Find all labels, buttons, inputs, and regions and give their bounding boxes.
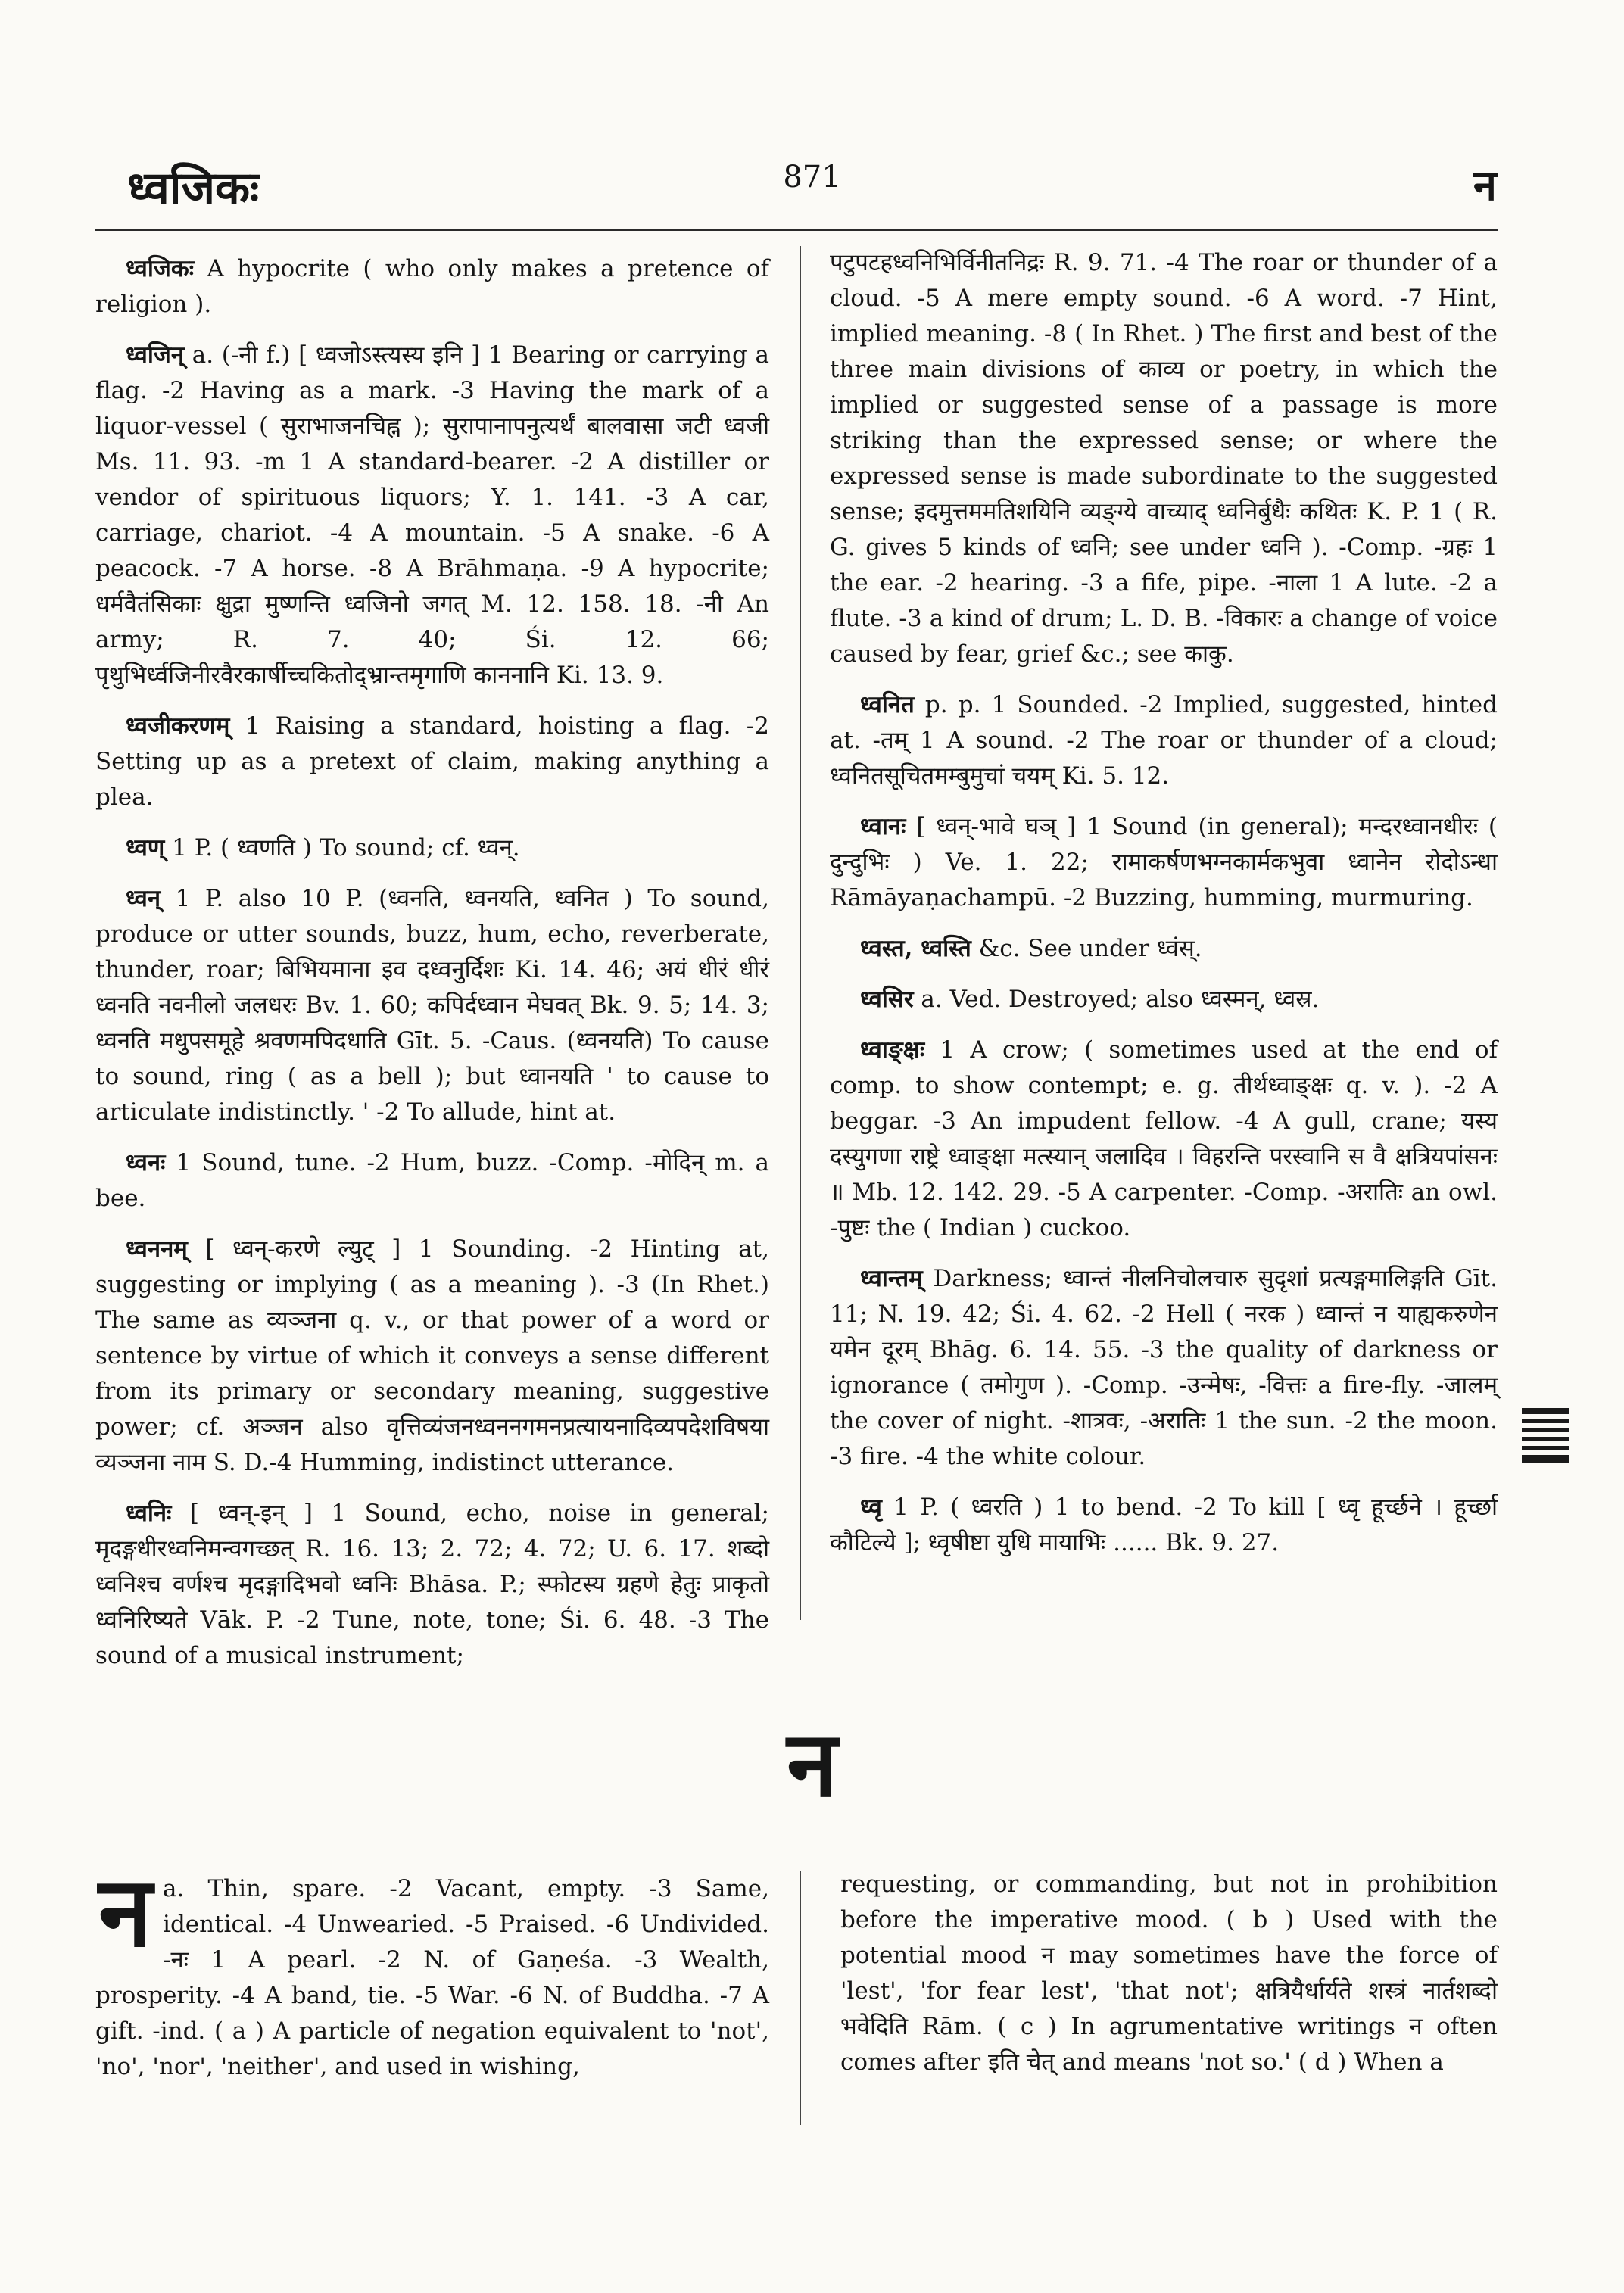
entry-text: A hypocrite ( who only makes a pretence of religion ). [95, 255, 769, 318]
headword: ध्वन् [126, 885, 161, 912]
entry-text: 1 P. also 10 P. (ध्वनति, ध्वनयति, ध्वनित ) To sound, produce or utter sounds, buzz, hum, echo, reverberate, thunder, roar; बिभियमाना इव दध्वनुर्दिशः Ki. 14. 46; अयं धीरं धीरं ध्वनति नवनीलो जलधरः Bv. 1. 60; कपिर्दध्वान मेघवत् Bk. 9. 5; 14. 3; ध्वनति मधुपसमूहे श्रवणमपिदधाति Gīt. 5. -Caus. (ध्वनयति) To cause to sound, ring ( as a bell ); but ध्वानयति ' to cause to articulate indistinctly. ' -2 To allude, hint at. [95, 885, 769, 1126]
entry-text: a. Thin, spare. -2 Vacant, empty. -3 Same, identical. -4 Unwearied. -5 Praised. -6 Undivided. -नः 1 A pearl. -2 N. of Gaṇeśa. -3 Wealth, prosperity. -4 A band, tie. -5 War. -6 N. of Buddha. -7 A gift. -ind. ( a ) A particle of negation equivalent to 'not', 'no', 'nor', 'neither', and used in wishing, [95, 1875, 769, 2080]
dictionary-entry [95, 251, 769, 322]
entry-text: 1 Sound, tune. -2 Hum, buzz. -Comp. -मोदिन् m. a bee. [95, 1149, 769, 1212]
headword: ध्वसिर [860, 986, 914, 1013]
dictionary-entry [95, 830, 769, 866]
section-letter-heading: न [787, 1711, 837, 1818]
dictionary-entry [95, 1496, 769, 1674]
entry-text: p. p. 1 Sounded. -2 Implied, suggested, hinted at. -तम् 1 A sound. -2 The roar or thunder of a cloud; ध्वनितसूचितमम्बुमुचां चयम् Ki. 5. 12. [830, 691, 1498, 790]
entry-text: पटुपटहध्वनिभिर्विनीतनिद्रः R. 9. 71. -4 The roar or thunder of a cloud. -5 A mere empty sound. -6 A word. -7 Hint, implied meaning. -8 ( In Rhet. ) The first and best of the three main divisions of काव्य or poetry, in which the implied or suggested sense of a passage is more striking than the expressed sense; or where the expressed sense is made subordinate to the suggested sense; इदमुत्तममतिशयिनि व्यङ्ग्ये वाच्याद् ध्वनिर्बुधैः कथितः K. P. 1 ( R. G. gives 5 kinds of ध्वनि; see under ध्वनि ). -Comp. -ग्रहः 1 the ear. -2 hearing. -3 a fife, pipe. -नाला 1 A lute. -2 a flute. -3 a kind of drum; L. D. B. -विकारः a change of voice caused by fear, grief &c.; see काकु. [830, 249, 1498, 668]
header-rule [95, 229, 1498, 231]
dictionary-entry [830, 1490, 1498, 1561]
headword: ध्वनित [860, 691, 915, 718]
dictionary-entry [830, 809, 1498, 916]
dictionary-entry [830, 687, 1498, 794]
bottom-left-column [95, 1855, 769, 2085]
dictionary-entry [95, 1145, 769, 1217]
dictionary-entry [95, 1855, 769, 2085]
drop-cap-letter: न [98, 1855, 153, 1969]
thumb-tab-icon [1522, 1408, 1569, 1464]
entry-text: requesting, or commanding, but not in prohibition before the imperative mood. ( b ) Used with the potential mood न may sometimes have the force of 'lest', 'for fear lest', 'that not'; क्षत्रियैर्धार्यते शस्त्रं नार्तशब्दो भवेदिति Rām. ( c ) In agrumentative writings न often comes after इति चेत् and means 'not so.' ( d ) When a [840, 1871, 1498, 2076]
entry-text: 1 Raising a standard, hoisting a flag. -2 Setting up as a pretext of claim, making anything a plea. [95, 712, 769, 811]
headword: ध्वजिकः [126, 255, 194, 282]
entry-text: Darkness; ध्वान्तं नीलनिचोलचारु सुदृशां प्रत्यङ्गमालिङ्गति Gīt. 11; N. 19. 42; Śi. 4. 62. -2 Hell ( नरक ) ध्वान्तं न याह्यकरुणेन यमेन दूरम् Bhāg. 6. 14. 55. -3 the quality of darkness or ignorance ( तमोगुण ). -Comp. -उन्मेषः, -वित्तः a fire-fly. -जालम् the cover of night. -शात्रवः, -अरातिः 1 the sun. -2 the moon. -3 fire. -4 the white colour. [830, 1265, 1498, 1470]
entry-text: 1 P. ( ध्वरति ) 1 to bend. -2 To kill [ ध्वृ हूर्च्छने । हूर्च्छा कौटिल्ये ]; ध्वृषीष्टा युधि मायाभिः ...... Bk. 9. 27. [830, 1494, 1498, 1556]
thumb-index-tab [1522, 1408, 1569, 1464]
column-divider-bottom [800, 1871, 801, 2125]
headword: ध्वस्त, ध्वस्ति [860, 935, 971, 962]
entry-text: 1 A crow; ( sometimes used at the end of comp. to show contempt; e. g. तीर्थध्वाङ्क्षः q. v. ). -2 A beggar. -3 An impudent fellow. -4 A gull, crane; यस्य दस्युगणा राष्ट्रे ध्वाङ्क्षा मत्स्यान् जलादिव । विहरन्ति परस्वानि स वै क्षत्रियपांसनः ॥ Mb. 12. 142. 29. -5 A carpenter. -Comp. -अरातिः an owl. -पुष्टः the ( Indian ) cuckoo. [830, 1036, 1498, 1242]
dictionary-entry [95, 338, 769, 693]
page-number: 871 [783, 160, 841, 195]
column-divider [800, 246, 801, 1620]
headword: ध्वानः [860, 813, 906, 840]
headword: ध्वाङ्क्षः [860, 1036, 925, 1064]
dictionary-entry [95, 1232, 769, 1481]
dictionary-entry [830, 1033, 1498, 1246]
entry-text: [ ध्वन्-करणे ल्युट् ] 1 Sounding. -2 Hinting at, suggesting or implying ( as a meaning ). -3 (In Rhet.) The same as व्यञ्जना q. v., or that power of a word or sentence by virtue of which it conveys a sense different from its primary or secondary meaning, suggestive power; cf. अञ्जन also वृत्तिव्यंजनध्वननगमनप्रत्यायनादिव्यपदेशविषया व्यञ्जना नाम S. D.-4 Humming, indistinct utterance. [95, 1235, 769, 1476]
headword: ध्वननम् [126, 1235, 188, 1263]
dictionary-entry [830, 931, 1498, 967]
dictionary-entry [95, 709, 769, 815]
guide-word-left: ध्वजिकः [127, 162, 260, 215]
guide-word-right: न [1473, 160, 1497, 210]
headword: ध्वान्तम् [860, 1265, 923, 1292]
dictionary-entry-continued [840, 1867, 1498, 2080]
entry-text: a. Ved. Destroyed; also ध्वस्मन्, ध्वस्र. [913, 986, 1320, 1013]
entry-text: 1 P. ( ध्वणति ) To sound; cf. ध्वन्. [164, 834, 520, 861]
headword: ध्वजीकरणम् [126, 712, 230, 740]
headword: ध्वृ [860, 1494, 882, 1521]
headword: ध्वण् [126, 834, 165, 861]
right-column [830, 245, 1498, 1576]
headword: ध्वजिन् [126, 341, 185, 369]
dictionary-entry-continued [830, 245, 1498, 672]
entry-text: [ ध्वन्-इन् ] 1 Sound, echo, noise in general; मृदङ्गधीरध्वनिमन्वगच्छत् R. 16. 13; 2. 72; 4. 72; U. 6. 17. शब्दो ध्वनिश्च वर्णश्च मृदङ्गादिभवो ध्वनिः Bhāsa. P.; स्फोटस्य ग्रहणे हेतुः प्राकृतो ध्वनिरिष्यते Vāk. P. -2 Tune, note, tone; Śi. 6. 48. -3 The sound of a musical instrument; [95, 1500, 769, 1669]
headword: ध्वनिः [126, 1500, 172, 1527]
entry-text: a. (-नी f.) [ ध्वजोऽस्त्यस्य इनि ] 1 Bearing or carrying a flag. -2 Having as a mark. -3 Having the mark of a liquor-vessel ( सुराभाजनचिह्न ); सुरापानापनुत्यर्थं बालवासा जटी ध्वजी Ms. 11. 93. -m 1 A standard-bearer. -2 A distiller or vendor of spirituous liquors; Y. 1. 141. -3 A car, carriage, chariot. -4 A mountain. -5 A snake. -6 A peacock. -7 A horse. -8 A Brāhmaṇa. -9 A hypocrite; धर्मवैतंसिकाः क्षुद्रा मुष्णन्ति ध्वजिनो जगत् M. 12. 158. 18. -नी An army; R. 7. 40; Śi. 12. 66; पृथुभिर्ध्वजिनीरवैरकार्षीच्चकितोद्भ्रान्तमृगाणि काननानि Ki. 13. 9. [95, 341, 769, 689]
dictionary-entry [830, 982, 1498, 1017]
entry-text: [ ध्वन्-भावे घञ् ] 1 Sound (in general); मन्दरध्वानधीरः ( दुन्दुभिः ) Ve. 1. 22; रामाकर्षणभग्नकार्मकभुवा ध्वानेन रोदोऽन्धा Rāmāyaṇachampū. -2 Buzzing, humming, murmuring. [830, 813, 1498, 911]
bottom-right-column [840, 1867, 1498, 2080]
page-header [0, 155, 1624, 215]
entry-text: &c. See under ध्वंस्. [971, 935, 1202, 962]
left-column [95, 251, 769, 1689]
dictionary-entry [95, 881, 769, 1130]
dictionary-entry [830, 1261, 1498, 1475]
headword: ध्वनः [126, 1149, 166, 1176]
